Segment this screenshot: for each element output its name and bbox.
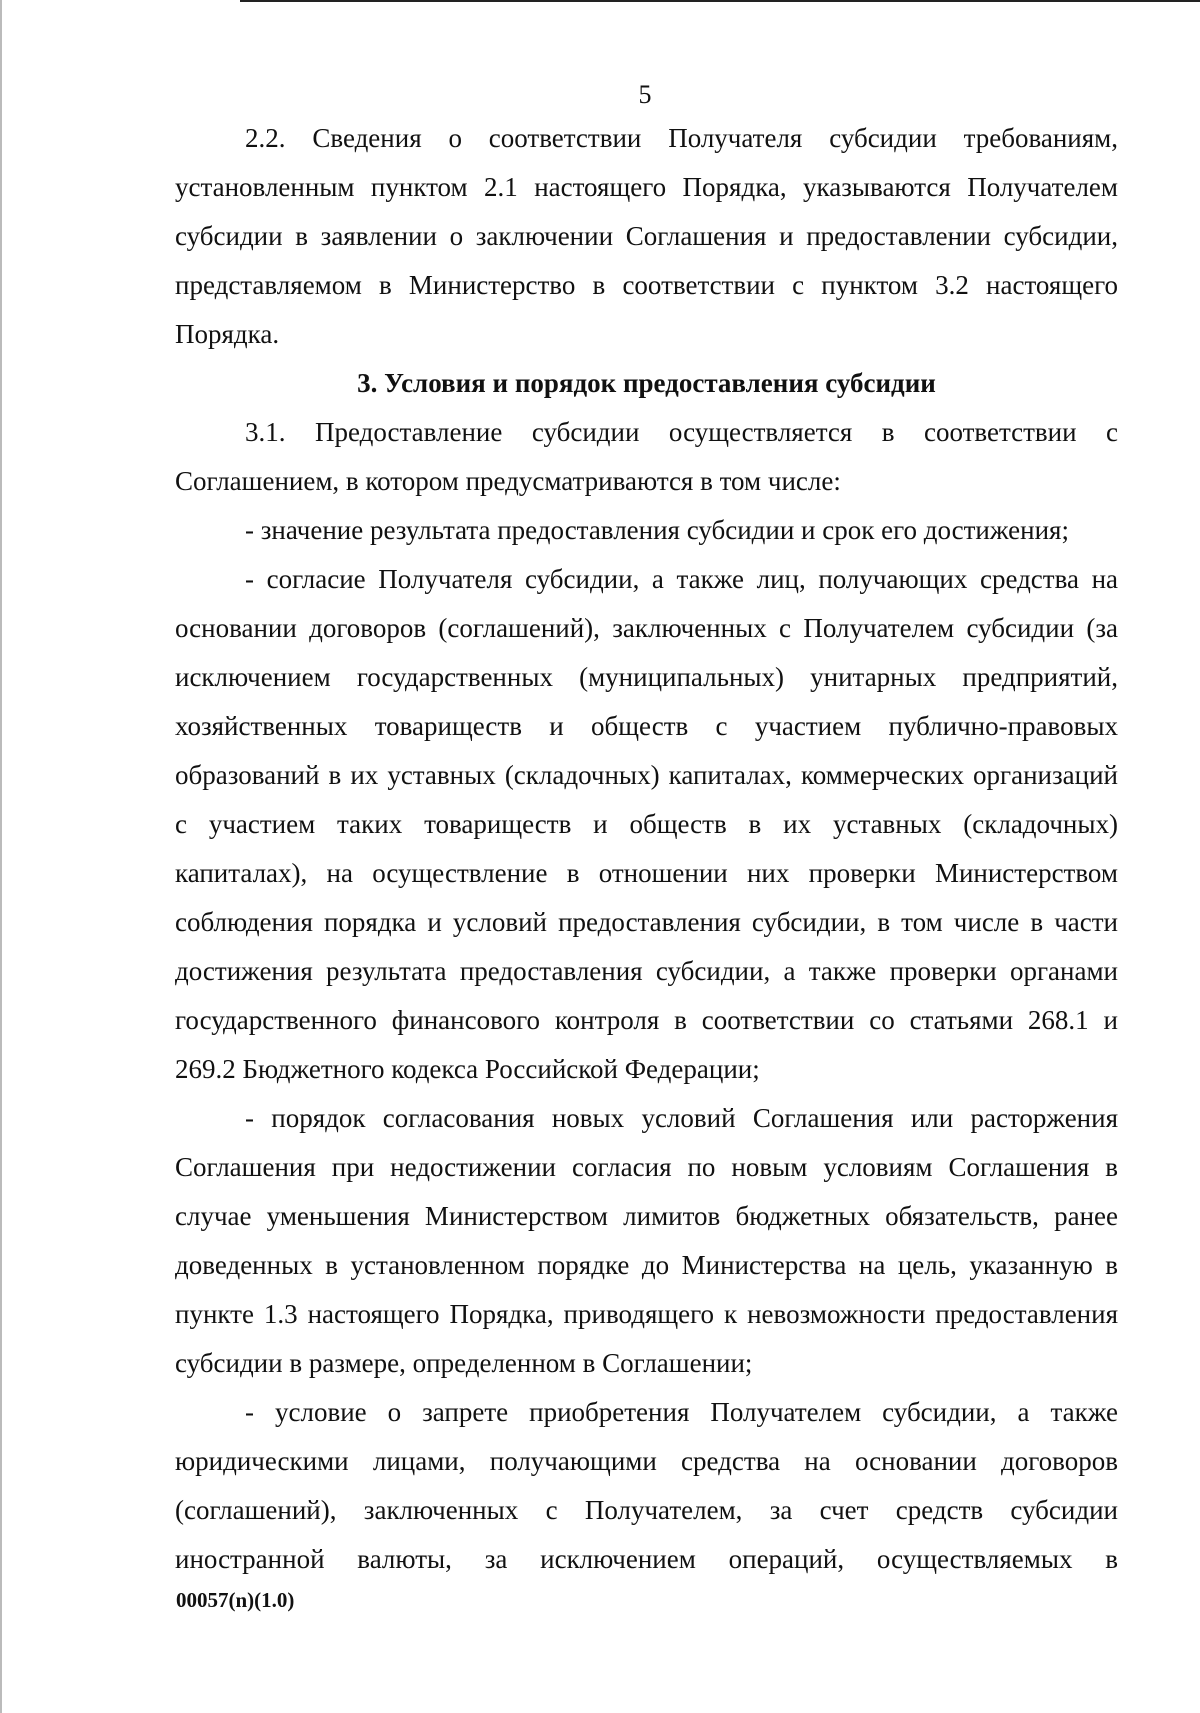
paragraph-3-1: 3.1. Предоставление субсидии осуществляется в соответствии с Соглашением, в котором предусматриваются в том числе: xyxy=(175,417,1118,496)
document-body xyxy=(175,114,1118,1584)
top-border-line xyxy=(240,0,1200,2)
left-border-line xyxy=(0,0,2,1713)
footer-document-code: 00057(n)(1.0) xyxy=(176,1588,295,1612)
list-item-consent: - согласие Получателя субсидии, а также лиц, получающих средства на основании договоров (соглашений), заключенных с Получателем субсидии (за исключением государственных (муниципальных) унитарных предприятий, хозяйственных товариществ и обществ с участием публично-правовых образований в их уставных (складочных) капиталах, коммерческих организаций с участием таких товариществ и обществ в их уставных (складочных) капиталах), на осуществление в отношении них проверки Министерством соблюдения порядка и условий предоставления субсидии, в том числе в части достижения результата предоставления субсидии, а также проверки органами государственного финансового контроля в соответствии со статьями 268.1 и 269.2 Бюджетного кодекса Российской Федерации; xyxy=(175,564,1118,1084)
list-item-result-value: - значение результата предоставления субсидии и срок его достижения; xyxy=(245,515,1069,545)
list-item-currency-prohibition: - условие о запрете приобретения Получателем субсидии, а также юридическими лицами, получающими средства на основании договоров (соглашений), заключенных с Получателем, за счет средств субсидии иностранной валюты, за исключением операций, осуществляемых в xyxy=(175,1397,1118,1574)
section-heading: 3. Условия и порядок предоставления субсидии xyxy=(357,368,936,398)
page-number: 5 xyxy=(638,80,652,109)
paragraph-2-2: 2.2. Сведения о соответствии Получателя субсидии требованиям, установленным пунктом 2.1 настоящего Порядка, указываются Получателем субсидии в заявлении о заключении Соглашения и предоставлении субсидии, представляемом в Министерство в соответствии с пунктом 3.2 настоящего Порядка. xyxy=(175,123,1118,349)
list-item-amendment-procedure: - порядок согласования новых условий Соглашения или расторжения Соглашения при недостижении согласия по новым условиям Соглашения в случае уменьшения Министерством лимитов бюджетных обязательств, ранее доведенных в установленном порядке до Министерства на цель, указанную в пункте 1.3 настоящего Порядка, приводящего к невозможности предоставления субсидии в размере, определенном в Соглашении; xyxy=(175,1103,1118,1378)
